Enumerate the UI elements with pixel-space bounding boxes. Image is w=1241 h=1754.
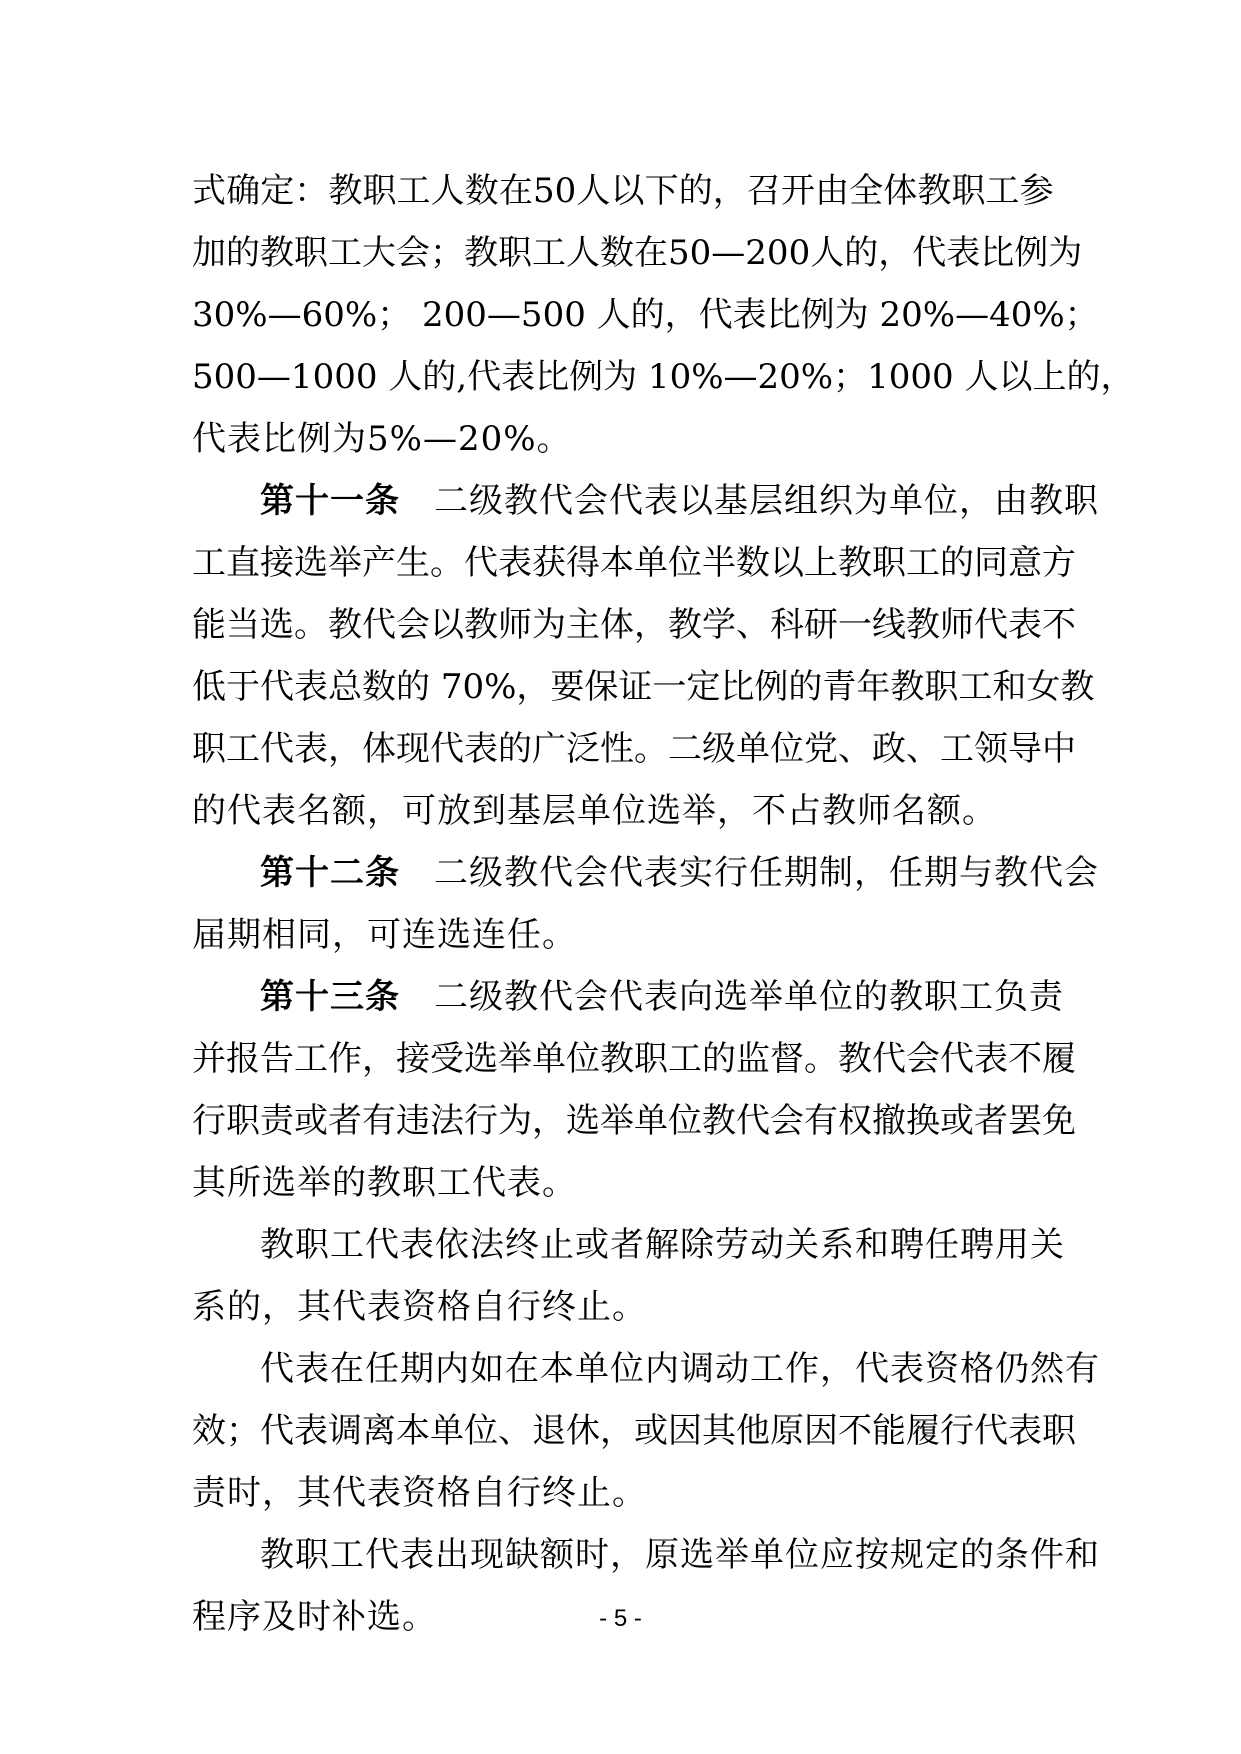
article-13 <box>192 966 1076 1214</box>
article-title: 第十一条 <box>260 481 400 521</box>
text-line: 行 职 责 或 者 有 违 法 行 为 ， 选 举 单 位 教 代 会 有 权 撤 换 或 者 罢 免 <box>192 1101 1076 1141</box>
text-line: 加 的 教 职 工 大 会 ； 教 职 工 人 数 在 5 0 — 2 0 0 人 的 ， 代 表 比 例 为 <box>192 233 1083 273</box>
text-line: 代表在任期内如在本单位内调动工作，代表资格仍然有 <box>260 1349 1100 1389</box>
text-line: 并 报 告 工 作 ， 接 受 选 举 单 位 教 职 工 的 监 督 。 教 代 会 代 表 不 履 <box>192 1039 1076 1079</box>
text-line: 其所选举的教职工代表。 <box>192 1163 577 1203</box>
paragraph-transfer <box>192 1338 1100 1524</box>
text-line: 教职工代表出现缺额时，原选举单位应按规定的条件和 <box>260 1535 1100 1575</box>
text-line: 式 确 定 ： 教 职 工 人 数 在 5 0 人 以 下 的 ， 召 开 由 全 体 教 职 工 参 <box>192 171 1054 211</box>
text-line: 程序及时补选。 <box>192 1597 437 1637</box>
page-number: - 5 - <box>599 1605 642 1632</box>
text-line: 第十二条 二级教代会代表实行任期制，任期与教代会 <box>260 853 1099 893</box>
article-title: 第十二条 <box>260 853 400 893</box>
text-line: 效 ； 代 表 调 离 本 单 位 、 退 休 ， 或 因 其 他 原 因 不 能 履 行 代 表 职 <box>192 1411 1076 1451</box>
document-page <box>192 160 1135 1648</box>
text-line: 教职工代表依法终止或者解除劳动关系和聘任聘用关 <box>260 1225 1065 1265</box>
paragraph-termination <box>192 1214 1065 1338</box>
text-line: 代表比例为5%—20%。 <box>192 419 572 459</box>
text-line: 工 直 接 选 举 产 生 。 代 表 获 得 本 单 位 半 数 以 上 教 职 工 的 同 意 方 <box>192 543 1076 583</box>
text-line: 的代表名额，可放到基层单位选举，不占教师名额。 <box>192 791 997 831</box>
text-line: 届期相同，可连选连任。 <box>192 915 577 955</box>
text-line: 能 当 选 。 教 代 会 以 教 师 为 主 体 ， 教 学 、 科 研 一 线 教 师 代 表 不 <box>192 605 1076 645</box>
text-line: 系的，其代表资格自行终止。 <box>192 1287 647 1327</box>
article-11 <box>192 470 1099 842</box>
text-line: 3 0 % — 6 0 % ； 2 0 0 — 5 0 0 人 的 ， 代 表 比 例 为 2 0 % — 4 0 % ； <box>192 295 1099 335</box>
text-line: 职 工 代 表 ， 体 现 代 表 的 广 泛 性 。 二 级 单 位 党 、 政 、 工 领 导 中 <box>192 729 1076 769</box>
text-line: 第十一条 二级教代会代表以基层组织为单位，由教职 <box>260 481 1099 521</box>
article-title: 第十三条 <box>260 977 400 1017</box>
text-line: 第十三条 二级教代会代表向选举单位的教职工负责 <box>260 977 1064 1017</box>
article-12 <box>192 842 1099 966</box>
text-line: 低 于 代 表 总 数 的 7 0 % ， 要 保 证 一 定 比 例 的 青 年 教 职 工 和 女 教 <box>192 667 1095 707</box>
text-line: 责时，其代表资格自行终止。 <box>192 1473 647 1513</box>
text-line: 5 0 0 — 1 0 0 0 人 的 , 代 表 比 例 为 1 0 % — 2 0 % ； 1 0 0 0 人 以 上 的 ， <box>192 357 1135 397</box>
paragraph-representation-ratio <box>192 160 1135 470</box>
